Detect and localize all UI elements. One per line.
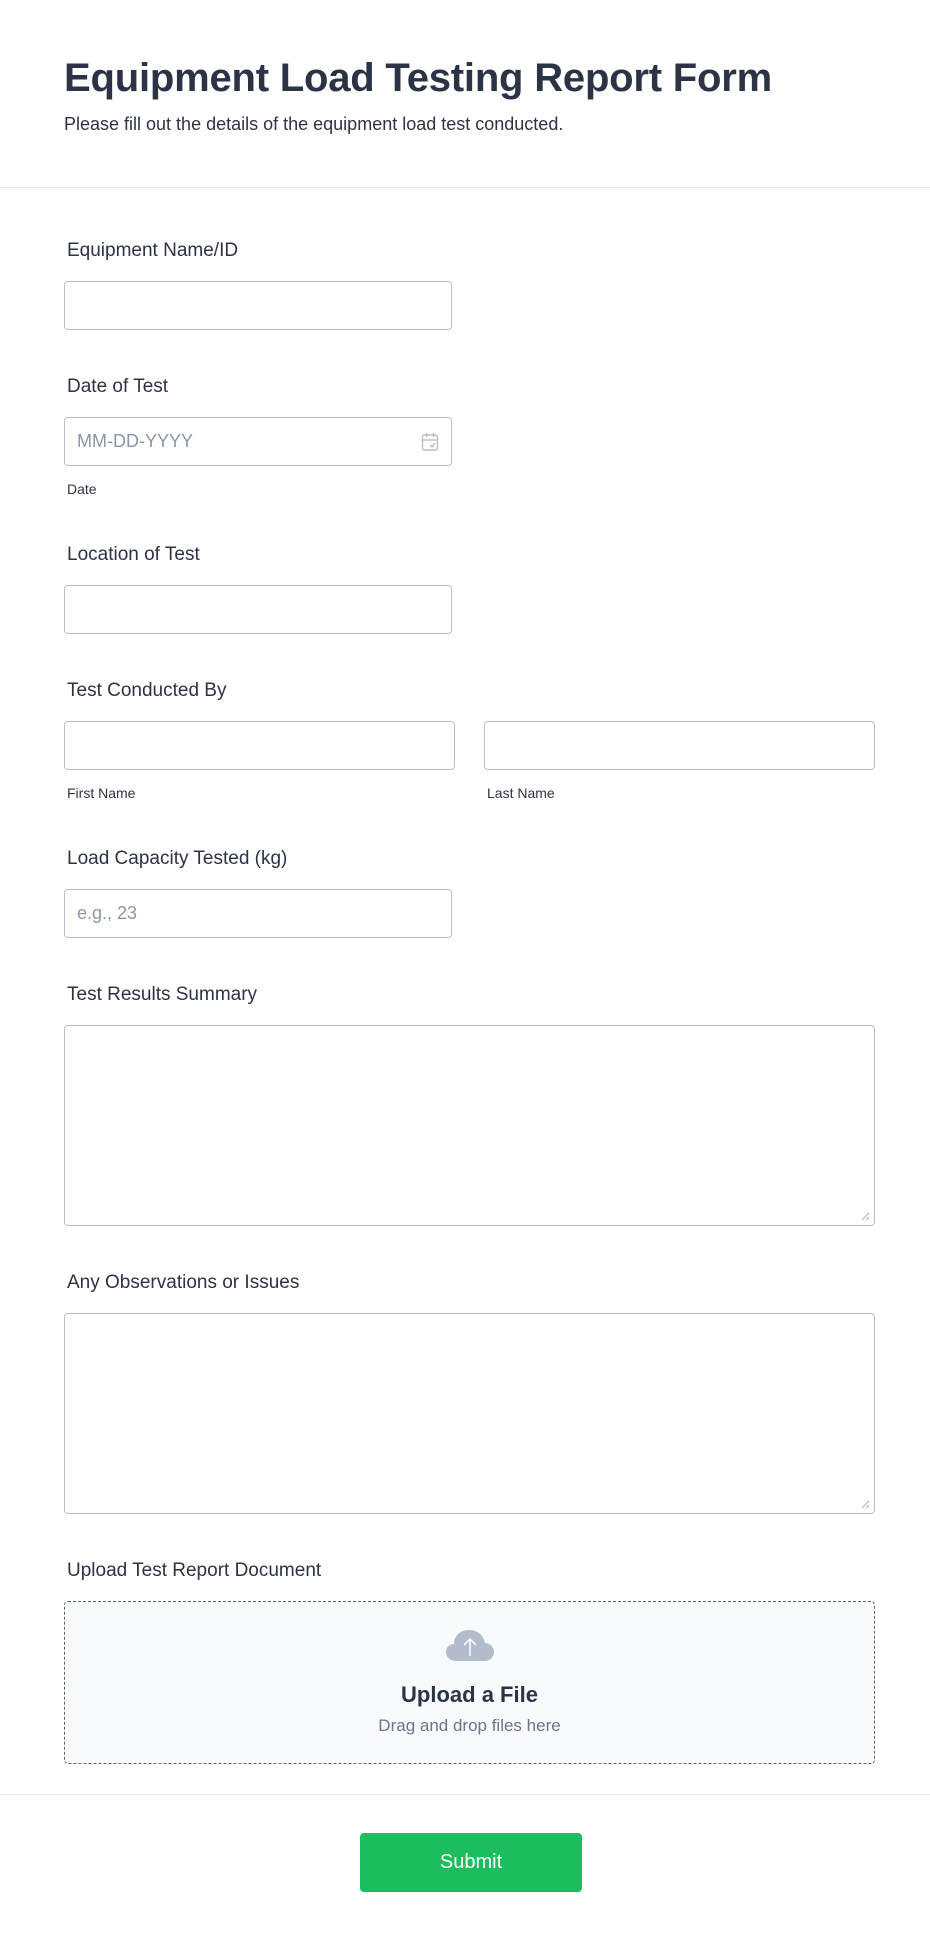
resize-handle-icon[interactable]: [860, 1211, 870, 1221]
date-label: Date of Test: [67, 376, 169, 397]
page-title: Equipment Load Testing Report Form: [64, 56, 773, 100]
observations-label: Any Observations or Issues: [67, 1272, 300, 1293]
results-summary-label: Test Results Summary: [67, 984, 258, 1005]
load-capacity-placeholder: e.g., 23: [77, 903, 138, 923]
location-input[interactable]: [64, 585, 452, 634]
cloud-upload-icon: [445, 1628, 495, 1662]
load-capacity-input[interactable]: [64, 889, 452, 938]
form-header: [0, 0, 930, 188]
date-sublabel: Date: [67, 481, 97, 497]
upload-title: Upload a File: [401, 1682, 538, 1707]
footer-divider: [0, 1794, 930, 1795]
observations-textarea[interactable]: [64, 1313, 875, 1514]
load-capacity-label: Load Capacity Tested (kg): [67, 848, 288, 869]
first-name-input[interactable]: [64, 721, 455, 770]
last-name-sublabel: Last Name: [487, 785, 555, 801]
resize-handle-icon[interactable]: [860, 1499, 870, 1509]
location-label: Location of Test: [67, 544, 200, 565]
calendar-icon[interactable]: [421, 432, 439, 452]
equipment-label: Equipment Name/ID: [67, 240, 239, 261]
date-input[interactable]: [64, 417, 452, 466]
first-name-sublabel: First Name: [67, 785, 136, 801]
date-placeholder: MM-DD-YYYY: [77, 431, 193, 451]
file-upload-dropzone[interactable]: [64, 1601, 875, 1764]
conducted-by-label: Test Conducted By: [67, 680, 227, 701]
page-subtitle: Please fill out the details of the equipment load test conducted.: [64, 114, 564, 134]
submit-button[interactable]: Submit: [360, 1833, 582, 1892]
equipment-input[interactable]: [64, 281, 452, 330]
upload-label: Upload Test Report Document: [67, 1560, 322, 1581]
upload-subtitle: Drag and drop files here: [378, 1716, 561, 1735]
last-name-input[interactable]: [484, 721, 875, 770]
results-summary-textarea[interactable]: [64, 1025, 875, 1226]
